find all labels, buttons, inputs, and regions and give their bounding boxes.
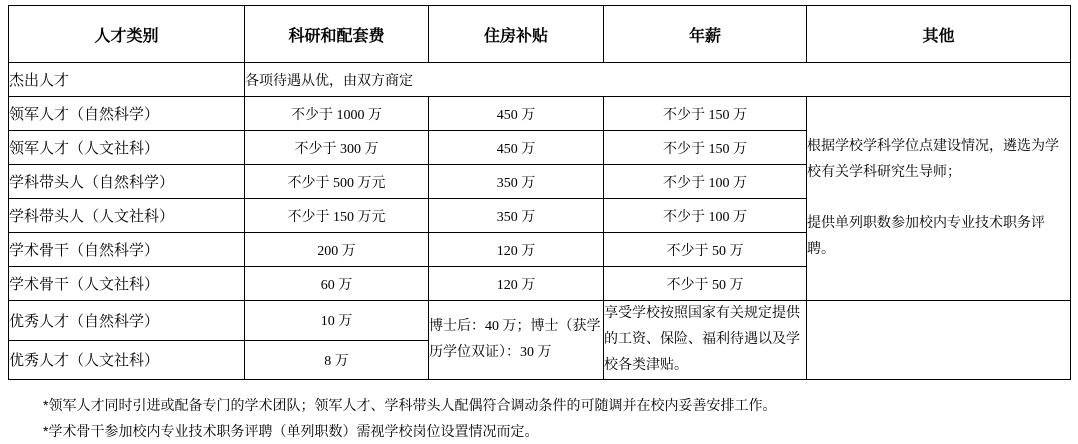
- cell-annual-salary: 不少于 100 万: [604, 199, 807, 233]
- cell-housing-subsidy: 450 万: [429, 131, 604, 165]
- cell-category: 学术骨干（自然科学）: [9, 233, 245, 267]
- cell-research-fund: 不少于 300 万: [245, 131, 429, 165]
- cell-annual-salary: 不少于 100 万: [604, 165, 807, 199]
- cell-category: 杰出人才: [9, 63, 245, 97]
- paragraph-gap: [807, 186, 1070, 211]
- footnote-academic-backbone: *学术骨干参加校内专业技术职务评聘（单列职数）需视学校岗位设置情况而定。: [43, 423, 539, 439]
- cell-housing-subsidy: 350 万: [429, 199, 604, 233]
- cell-annual-salary: 不少于 150 万: [604, 131, 807, 165]
- col-header-annual-salary: 年薪: [604, 6, 807, 63]
- cell-outstanding-note: 各项待遇从优，由双方商定: [245, 63, 1071, 97]
- cell-research-fund: 不少于 500 万元: [245, 165, 429, 199]
- header-row: [9, 6, 1071, 63]
- document-page: [0, 5, 1078, 439]
- cell-excellent-housing-merged: 博士后：40 万；博士（获学历学位双证）：30 万: [429, 301, 604, 380]
- col-header-other: 其他: [807, 6, 1071, 63]
- footnotes: [43, 392, 1078, 444]
- cell-annual-salary: 不少于 50 万: [604, 233, 807, 267]
- talent-benefits-table: [8, 5, 1071, 380]
- cell-research-fund: 10 万: [245, 301, 429, 341]
- cell-research-fund: 60 万: [245, 267, 429, 301]
- cell-category: 优秀人才（自然科学）: [9, 301, 245, 341]
- cell-housing-subsidy: 450 万: [429, 97, 604, 131]
- row-leading-talent-natural: [9, 97, 1071, 131]
- col-header-talent-category: 人才类别: [9, 6, 245, 63]
- other-paragraph-2: 提供单列职数参加校内专业技术职务评聘。: [807, 216, 1045, 257]
- cell-other-merged: [807, 97, 1071, 301]
- cell-housing-subsidy: 120 万: [429, 233, 604, 267]
- cell-research-fund: 8 万: [245, 340, 429, 380]
- cell-annual-salary: 不少于 150 万: [604, 97, 807, 131]
- cell-category: 学术骨干（人文社科）: [9, 267, 245, 301]
- cell-research-fund: 不少于 1000 万: [245, 97, 429, 131]
- footnote-leading-talent: *领军人才同时引进或配备专门的学术团队；领军人才、学科带头人配偶符合调动条件的可随调并在校内妥善安排工作。: [43, 397, 777, 413]
- cell-category: 领军人才（人文社科）: [9, 131, 245, 165]
- cell-annual-salary: 不少于 50 万: [604, 267, 807, 301]
- cell-category: 优秀人才（人文社科）: [9, 340, 245, 380]
- row-excellent-talent-natural: [9, 301, 1071, 341]
- col-header-research-fund: 科研和配套费: [245, 6, 429, 63]
- cell-excellent-other-empty: [807, 301, 1071, 380]
- cell-research-fund: 不少于 150 万元: [245, 199, 429, 233]
- col-header-housing-subsidy: 住房补贴: [429, 6, 604, 63]
- cell-category: 学科带头人（人文社科）: [9, 199, 245, 233]
- cell-housing-subsidy: 350 万: [429, 165, 604, 199]
- row-outstanding-talent: [9, 63, 1071, 97]
- cell-category: 学科带头人（自然科学）: [9, 165, 245, 199]
- cell-research-fund: 200 万: [245, 233, 429, 267]
- other-paragraph-1: 根据学校学科学位点建设情况，遴选为学校有关学科研究生导师；: [807, 139, 1059, 180]
- cell-housing-subsidy: 120 万: [429, 267, 604, 301]
- cell-category: 领军人才（自然科学）: [9, 97, 245, 131]
- cell-excellent-salary-merged: 享受学校按照国家有关规定提供的工资、保险、福利待遇以及学校各类津贴。: [604, 301, 807, 380]
